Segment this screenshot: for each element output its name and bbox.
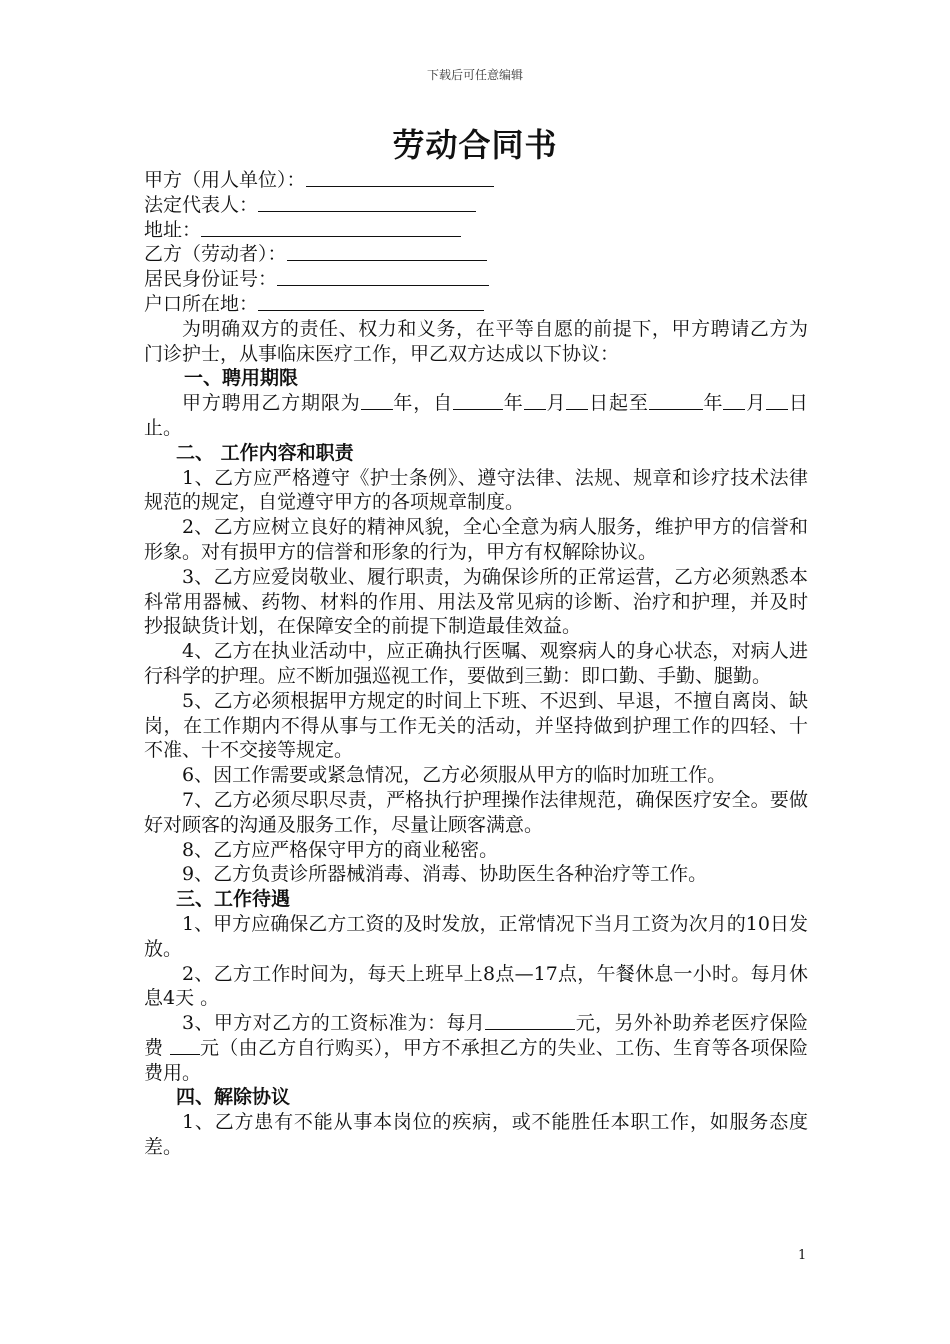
term-text: 日止。 <box>144 392 808 439</box>
field-party-b <box>144 242 808 267</box>
pay-item: 1、甲方应确保乙方工资的及时发放，正常情况下当月工资为次月的10日发放。 <box>144 912 808 960</box>
term-text: 年 <box>502 392 524 415</box>
blank-line <box>453 391 503 410</box>
term-text: 甲方聘用乙方期限为 <box>182 392 361 415</box>
duty-item: 6、因工作需要或紧急情况，乙方必须服从甲方的临时加班工作。 <box>182 764 727 787</box>
page-header-note: 下载后可任意编辑 <box>426 68 523 82</box>
blank-line <box>277 267 489 286</box>
field-label: 户口所在地： <box>144 292 259 315</box>
section-heading: 三、工作待遇 <box>176 888 291 911</box>
blank-line <box>485 1011 575 1030</box>
term-text: 年，自 <box>392 392 453 415</box>
blank-line <box>566 391 588 410</box>
term-text: 月 <box>745 392 767 415</box>
duty-item: 8、乙方应严格保守甲方的商业秘密。 <box>182 838 499 861</box>
blank-line <box>258 193 476 212</box>
field-label: 法定代表人： <box>144 193 259 216</box>
blank-line <box>649 391 703 410</box>
blank-line <box>201 218 461 237</box>
termination-item: 1、乙方患有不能从事本岗位的疾病，或不能胜任本职工作，如服务态度差。 <box>144 1111 808 1159</box>
term-text: 年 <box>702 392 724 415</box>
field-label: 地址： <box>144 218 202 241</box>
pay-text: 3、甲方对乙方的工资标准为：每月 <box>182 1012 486 1035</box>
document-body <box>144 168 808 1160</box>
term-paragraph <box>144 391 808 441</box>
intro-paragraph: 为明确双方的责任、权力和义务，在平等自愿的前提下，甲方聘请乙方为门诊护士，从事临床医疗工作，甲乙双方达成以下协议： <box>144 317 808 365</box>
blank-line <box>361 391 393 410</box>
field-id-number <box>144 267 808 292</box>
blank-line <box>723 391 745 410</box>
blank-line <box>258 292 484 311</box>
blank-line <box>170 1036 200 1055</box>
page-number: 1 <box>798 1248 807 1263</box>
field-label: 乙方（劳动者）： <box>144 243 287 266</box>
term-text: 月 <box>545 392 567 415</box>
blank-line <box>766 391 788 410</box>
duty-item: 5、乙方必须根据甲方规定的时间上下班、不迟到、早退，不擅自离岗、缺岗，在工作期内不得从事与工作无关的活动，并坚持做到护理工作的四轻、十不准、十不交接等规定。 <box>144 689 808 762</box>
field-household <box>144 292 808 317</box>
pay-text: 元（由乙方自行购买），甲方不承担乙方的失业、工伤、生育等各项保险费用。 <box>144 1036 808 1084</box>
field-party-a <box>144 168 808 193</box>
duty-item: 9、乙方负责诊所器械消毒、消毒、协助医生各种治疗等工作。 <box>182 863 708 886</box>
duty-item: 1、乙方应严格遵守《护士条例》、遵守法律、法规、规章和诊疗技术法律规范的规定，自觉遵守甲方的各项规章制度。 <box>144 466 808 514</box>
blank-line <box>306 168 494 187</box>
document-title: 劳动合同书 <box>392 126 558 164</box>
section-heading: 四、解除协议 <box>176 1086 291 1109</box>
duty-item: 2、乙方应树立良好的精神风貌，全心全意为病人服务，维护甲方的信誉和形象。对有损甲方的信誉和形象的行为，甲方有权解除协议。 <box>144 516 808 563</box>
field-address <box>144 218 808 243</box>
field-label: 居民身份证号： <box>144 268 278 291</box>
blank-line <box>287 242 487 261</box>
pay-text: 元，另外补助养老医疗保险费 <box>144 1012 808 1059</box>
section-heading: 一、聘用期限 <box>184 367 299 390</box>
duty-item: 4、乙方在执业活动中，应正确执行医嘱、观察病人的身心状态，对病人进行科学的护理。应不断加强巡视工作，要做到三勤：即口勤、手勤、腿勤。 <box>144 640 808 687</box>
pay-item: 2、乙方工作时间为，每天上班早上8点—17点，午餐休息一小时。每月休息4天 。 <box>144 962 808 1010</box>
duty-item: 7、乙方必须尽职尽责，严格执行护理操作法律规范，确保医疗安全。要做好对顾客的沟通及服务工作，尽量让顾客满意。 <box>144 788 808 836</box>
blank-line <box>524 391 546 410</box>
pay-item <box>144 1011 808 1085</box>
field-legal-rep <box>144 193 808 218</box>
field-label: 甲方（用人单位）： <box>144 169 306 191</box>
duty-item: 3、乙方应爱岗敬业、履行职责，为确保诊所的正常运营，乙方必须熟悉本科常用器械、药物、材料的作用、用法及常见病的诊断、治疗和护理，并及时抄报缺货计划，在保障安全的前提下制造最佳效益。 <box>144 565 808 638</box>
term-text: 日起至 <box>588 392 649 415</box>
section-heading: 二、 工作内容和职责 <box>176 441 354 464</box>
